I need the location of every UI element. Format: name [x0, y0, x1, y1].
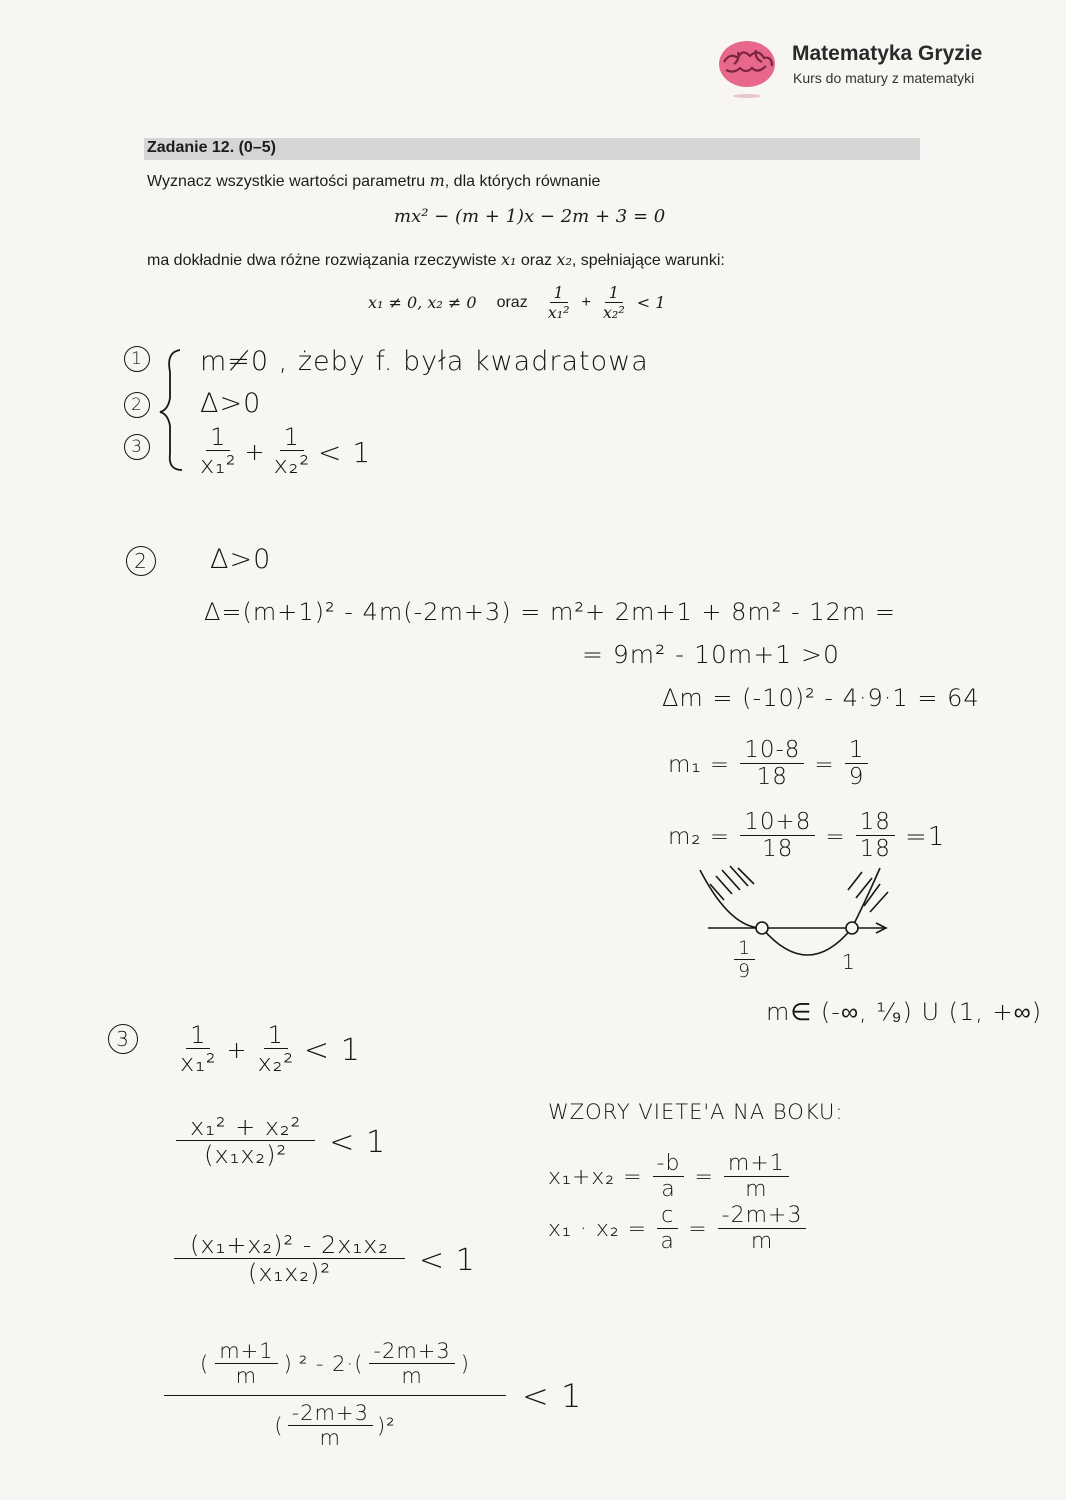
task-condition: ma dokładnie dwa różne rozwiązania rzeczywiste x₁ oraz x₂, spełniające warunki:: [147, 250, 725, 269]
s2-heading: Δ>0: [210, 544, 272, 575]
section-2-label: 2: [126, 546, 156, 576]
cond-number-3: 3: [124, 434, 150, 460]
task-condition-formula: x₁ ≠ 0, x₂ ≠ 0 oraz $\frac{1}{\text{x₁²}}$ + $\frac{1}{\text{x₂²}}$ < 1: [368, 283, 666, 322]
s2-delta-m: Δm = (-10)² - 4·9·1 = 64: [662, 684, 980, 712]
axis-root-1: $\frac{1}{9}$: [734, 938, 755, 983]
s2-m1: m₁ = $\frac{10-8}{18}$ = $\frac{1}{9}$: [668, 738, 868, 792]
logo-subtitle: Kurs do matury z matematyki: [793, 70, 975, 86]
s3-line-2: $\frac{\text{x₁² + x₂²}}{\text{(x₁x₂)²}}$ < 1: [176, 1114, 386, 1170]
s3-line-1: $\frac{1}{\text{x₁²}}$ + $\frac{1}{\text{x₂²}}$ < 1: [180, 1021, 361, 1078]
task-intro: Wyznacz wszystkie wartości parametru m, dla których równanie: [147, 171, 601, 190]
task-title: Zadanie 12. (0–5): [147, 139, 276, 156]
cond-number-2: 2: [124, 392, 150, 418]
task-equation: mx² − (m + 1)x − 2m + 3 = 0: [394, 206, 666, 227]
vieta-title: WZORY VIETE'A NA BOKU:: [548, 1100, 844, 1124]
logo-title: Matematyka Gryzie: [792, 42, 983, 65]
section-3-label: 3: [108, 1024, 138, 1054]
s2-quadratic: = 9m² - 10m+1 >0: [582, 640, 840, 669]
cond-number-1: 1: [124, 346, 150, 372]
sys-condition-3: $\frac{1}{\text{x₁²}}$ + $\frac{1}{\text{x₂²}}$ < 1: [200, 423, 372, 480]
s3-line-4: ( $\frac{m+1}{m}$ ) ² - 2·( $\frac{-2m+3}{m}$ ) ( $\frac{-2m+3}{m}$ )² < 1: [164, 1340, 582, 1452]
s2-result: m∈ (-∞, ¹⁄₉) U (1, +∞): [766, 998, 1043, 1026]
s3-line-3: $\frac{\text{(x₁+x₂)² - 2x₁x₂}}{\text{(x₁x₂)²}}$ < 1: [174, 1232, 476, 1288]
axis-root-2: 1: [842, 950, 856, 974]
sys-condition-2: Δ>0: [200, 388, 262, 419]
vieta-sum: x₁+x₂ = $\frac{-b}{a}$ = $\frac{m+1}{m}$: [548, 1152, 789, 1204]
sys-condition-1: m≠0 , żeby f. była kwadratowa: [200, 346, 649, 377]
s2-delta-line: Δ=(m+1)² - 4m(-2m+3) = m²+ 2m+1 + 8m² - 12m =: [204, 598, 896, 626]
vieta-product: x₁ · x₂ = $\frac{c}{a}$ = $\frac{-2m+3}{m}$: [548, 1204, 806, 1256]
s2-m2: m₂ = $\frac{10+8}{18}$ = $\frac{18}{18}$ =1: [668, 809, 946, 863]
